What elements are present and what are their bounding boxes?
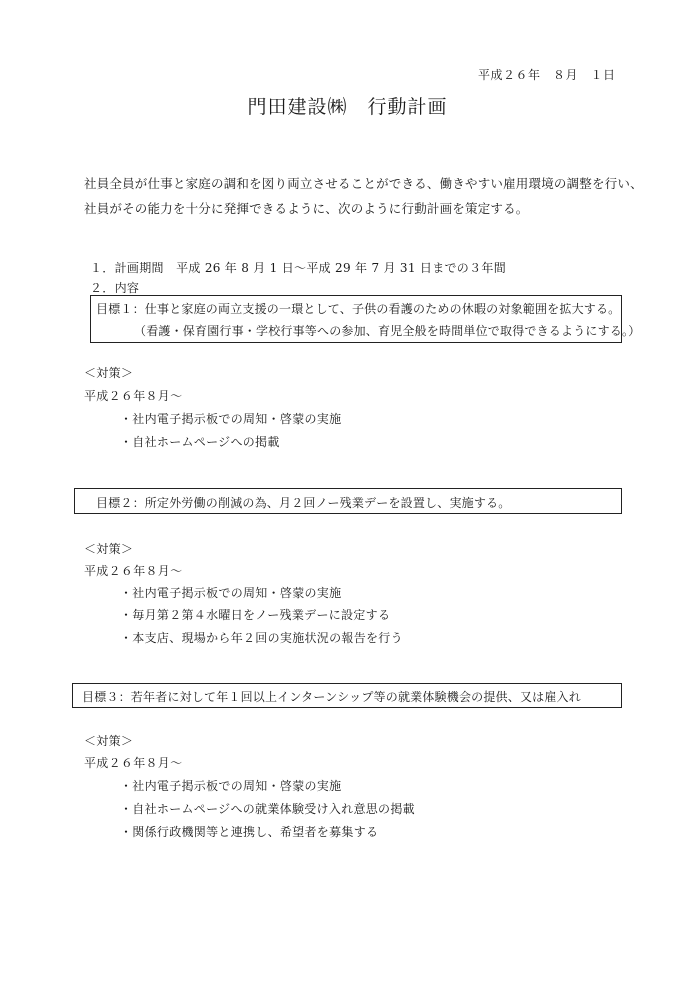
goal-3-text: 目標３：若年者に対して年１回以上インターンシップ等の就業体験機会の提供、又は雇入れ [82,690,581,704]
goal-1-detail: （看護・保育園行事・学校行事等への参加、育児全般を時間単位で取得できるようにする。） [134,324,641,338]
plan-period: １．計画期間 平成 26 年 8 月 1 日～平成 29 年 7 月 31 日までの３年間 [90,261,506,275]
intro-line-1: 社員全員が仕事と家庭の調和を図り両立させることができる、働きやすい雇用環境の調整を行い、 [84,176,643,191]
goal-3-measure: ・社内電子掲示板での周知・啓蒙の実施 [120,779,342,793]
goal-3-measure: ・自社ホームページへの就業体験受け入れ意思の掲載 [120,802,415,816]
goal-2-measure: ・本支店、現場から年２回の実施状況の報告を行う [120,631,403,645]
goal-2-start: 平成２６年８月～ [84,564,183,578]
goal-2-measures-label: ＜対策＞ [84,542,134,556]
goal-1-measure: ・社内電子掲示板での周知・啓蒙の実施 [120,412,342,426]
document-date: 平成２６年 ８月 １日 [478,68,616,82]
intro-line-2: 社員がその能力を十分に発揮できるように、次のように行動計画を策定する。 [84,201,529,216]
goal-2-measure: ・社内電子掲示板での周知・啓蒙の実施 [120,586,342,600]
contents-heading: ２．内容 [90,281,140,295]
goal-1-measure: ・自社ホームページへの掲載 [120,435,280,449]
goal-3-measures-label: ＜対策＞ [84,734,134,748]
goal-1-start: 平成２６年８月～ [84,389,183,403]
goal-2-text: 目標２：所定外労働の削減の為、月２回ノー残業デーを設置し、実施する。 [96,496,511,510]
document-title: 門田建設㈱ 行動計画 [247,96,448,118]
goal-3-start: 平成２６年８月～ [84,756,183,770]
goal-2-measure: ・毎月第２第４水曜日をノー残業デーに設定する [120,608,391,622]
goal-1-text: 目標１：仕事と家庭の両立支援の一環として、子供の看護のための休暇の対象範囲を拡大する。 [96,302,621,316]
goal-3-measure: ・関係行政機関等と連携し、希望者を募集する [120,825,379,839]
goal-1-measures-label: ＜対策＞ [84,366,134,380]
